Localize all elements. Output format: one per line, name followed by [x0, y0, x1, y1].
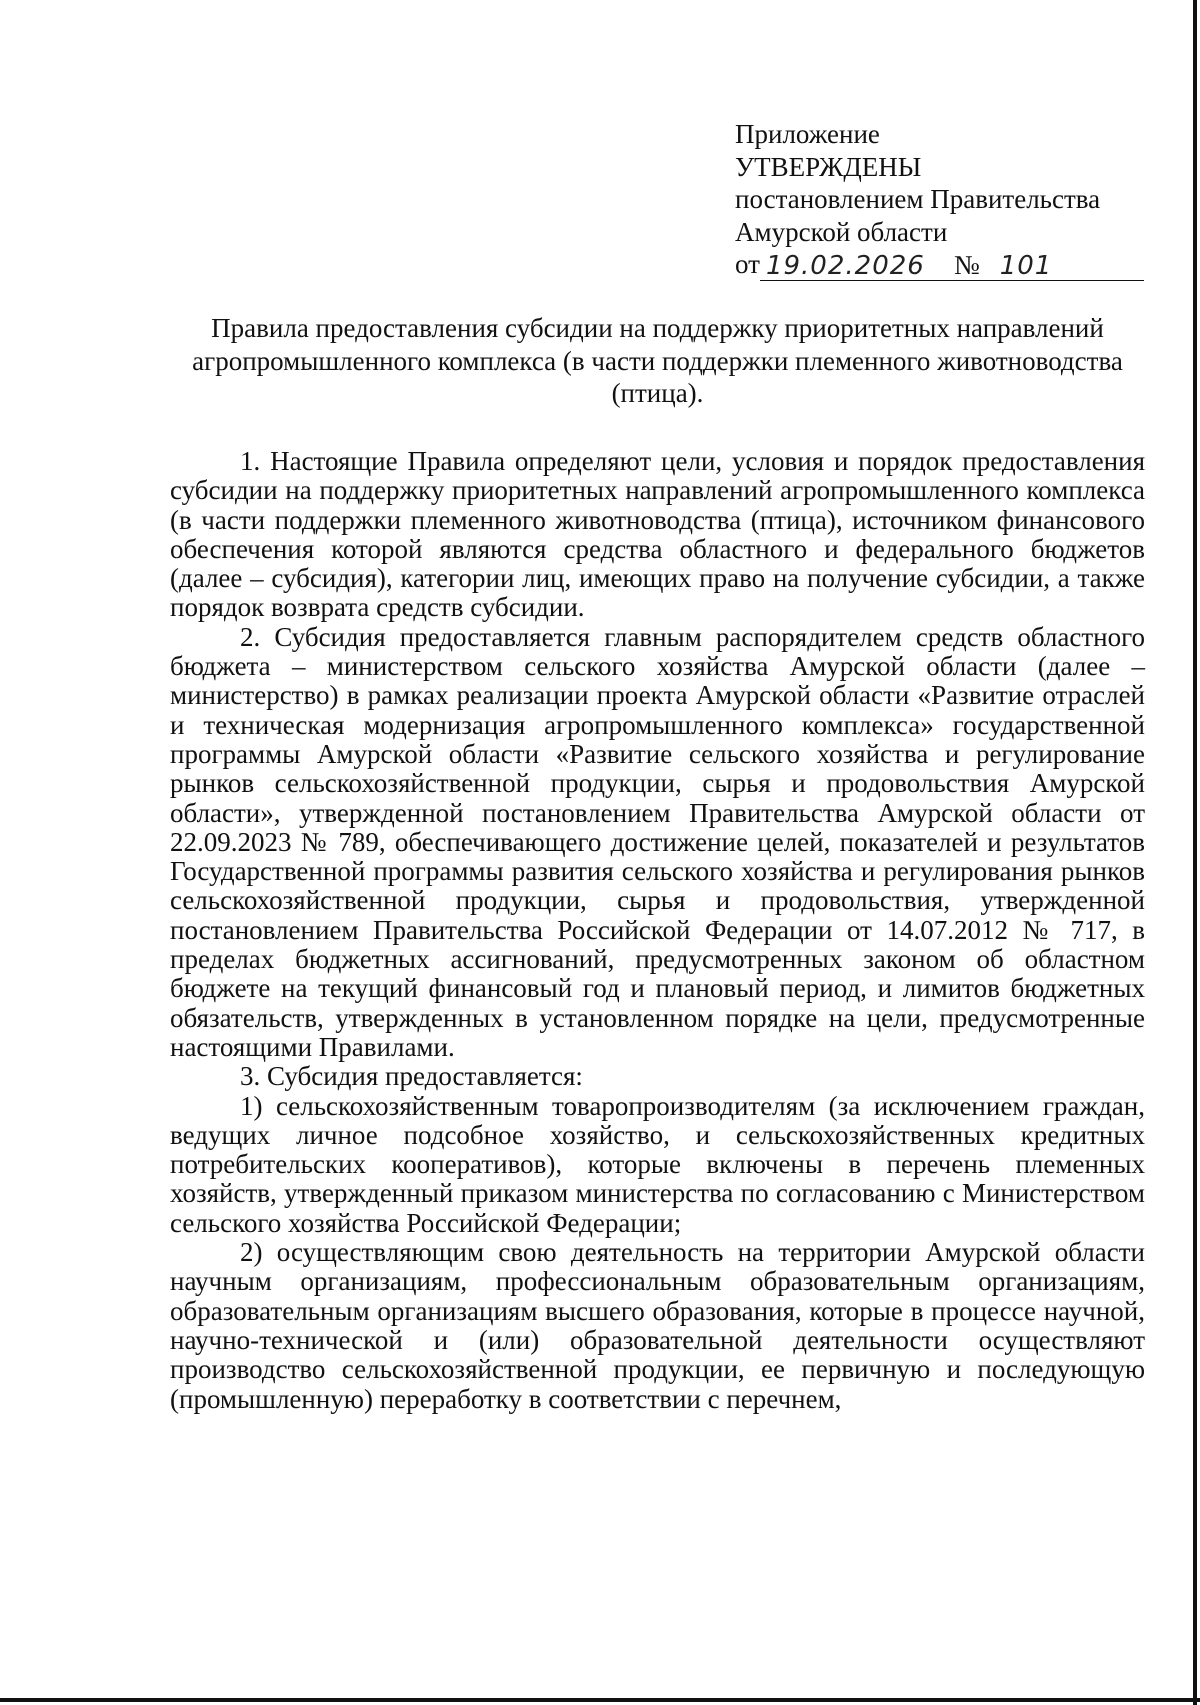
document-title: Правила предоставления субсидии на поддержку приоритетных направлений агропромышленного комплекса (в части поддержки племенного животноводства (птица). [192, 313, 1123, 408]
approval-line-region: Амурской области [735, 216, 948, 247]
approval-line-approved: УТВЕРЖДЕНЫ [735, 151, 922, 182]
handwritten-number: 101 [984, 251, 1144, 281]
paragraph-1: 1. Настоящие Правила определяют цели, условия и порядок предоставления субсидии на поддержку приоритетных направлений агропромышленного комплекса (в части поддержки племенного животноводства (птица), источником финансового обеспечения которой являются средства областного и федерального бюджетов (далее – субсидия), категории лиц, имеющих право на получение субсидии, а также порядок возврата средств субсидии. [170, 446, 1145, 623]
scan-edge-right [1193, 0, 1197, 1705]
document-body [170, 447, 1145, 1414]
approval-line-appendix: Приложение [735, 119, 880, 149]
spacer-line [946, 250, 950, 281]
approval-date-number-line [735, 248, 1155, 281]
approval-block [735, 118, 1155, 281]
paragraph-2: 2. Субсидия предоставляется главным распорядителем средств областного бюджета – министерством сельского хозяйства Амурской области (далее – министерство) в рамках реализации проекта Амурской области «Развитие отраслей и техническая модернизация агропромышленного комплекса» государственной программы Амурской области «Развитие сельского хозяйства и регулирование рынков сельскохозяйственной продукции, сырья и продовольствия Амурской области», утвержденной постановлением Правительства Амурской области от 22.09.2023 № 789, обеспечивающего достижение целей, показателей и результатов Государственной программы развития сельского хозяйства и регулирования рынков сельскохозяйственной продукции, сырья и продовольствия, утвержденной постановлением Правительства Российской Федерации от 14.07.2012 № 717, в пределах бюджетных ассигнований, предусмотренных законом об областном бюджете на текущий финансовый год и плановый период, и лимитов бюджетных обязательств, утвержденных в установленном порядке на цели, предусмотренные настоящими Правилами. [170, 621, 1145, 1062]
paragraph-3-item-1: 1) сельскохозяйственным товаропроизводителям (за исключением граждан, ведущих личное подсобное хозяйство, и сельскохозяйственных кредитных потребительских кооперативов), которые включены в перечень племенных хозяйств, утвержденный приказом министерства по согласованию с Министерством сельского хозяйства Российской Федерации; [170, 1090, 1145, 1238]
number-prefix: № [950, 250, 984, 281]
approval-line-resolution: постановлением Правительства [735, 184, 1101, 214]
paragraph-3-item-2: 2) осуществляющим свою деятельность на территории Амурской области научным организациям, профессиональным образовательным организациям, образовательным организациям высшего образования, которые в процессе научной, научно-технической и (или) образовательной деятельности осуществляют производство сельскохозяйственной продукции, ее первичную и последующую (промышленную) переработку в соответствии с перечнем, [170, 1237, 1145, 1414]
scan-edge-bottom [0, 1698, 1200, 1702]
handwritten-date: 19.02.2026 [760, 251, 946, 281]
paragraph-3: 3. Субсидия предоставляется: [240, 1061, 583, 1092]
date-prefix: от [735, 249, 760, 279]
